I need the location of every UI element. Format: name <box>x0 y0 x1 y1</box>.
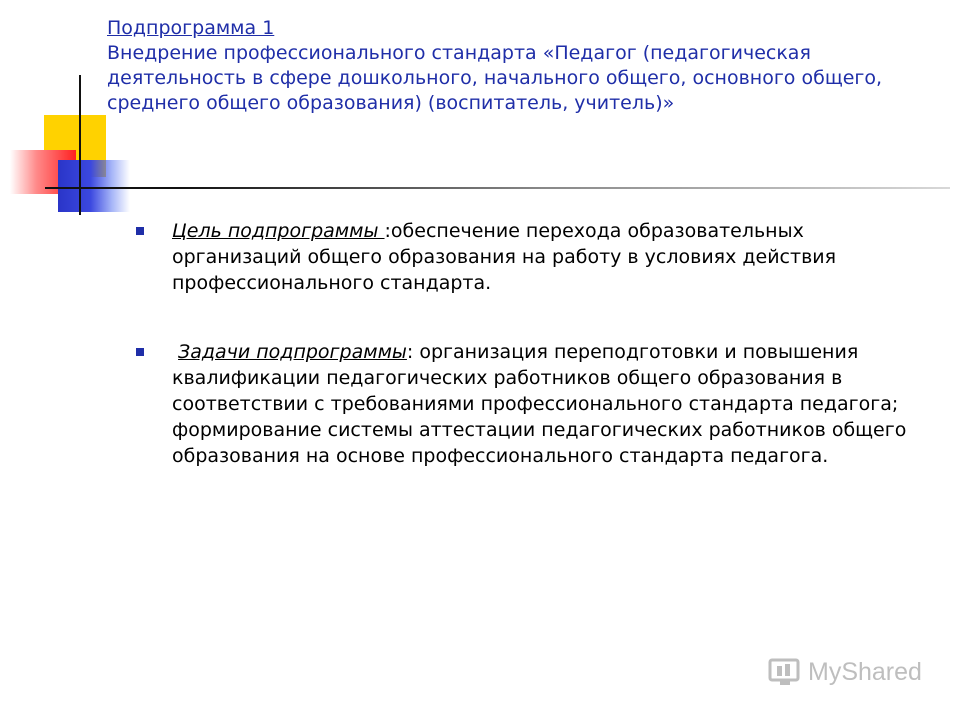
tasks-label: Задачи подпрограммы <box>178 341 407 363</box>
tasks-text: : организация переподготовки и повышения квалификации педагогических работников общего образования в соответствии с требованиями профессионального стандарта педагога; формирование системы аттестации педагогических работников общего образования на основе профессионального стандарта педагога. <box>172 341 907 467</box>
goal-label: Цель подпрограммы <box>172 220 385 242</box>
myshared-logo-icon <box>768 657 802 687</box>
watermark-text: MyShared <box>808 657 922 686</box>
decor-horizontal-line <box>45 187 950 189</box>
watermark <box>768 655 928 689</box>
bullet-square-icon <box>136 227 144 235</box>
title-text: Внедрение профессионального стандарта «Педагог (педагогическая деятельность в сфере дошкольного, начального общего, основного общего, среднего общего образования) (воспитатель, учитель)» <box>107 42 883 114</box>
decor-vertical-line <box>79 75 81 215</box>
slide-title <box>107 16 927 116</box>
list-item-goal <box>136 218 936 296</box>
subprogram-link[interactable]: Подпрограмма 1 <box>107 17 275 39</box>
bullet-list <box>136 218 936 469</box>
list-item-tasks <box>136 339 936 469</box>
goal-text: :обеспечение перехода образовательных организаций общего образования на работу в условиях действия профессионального стандарта. <box>172 220 837 294</box>
bullet-square-icon <box>136 348 144 356</box>
decor-blue-block <box>58 160 130 212</box>
